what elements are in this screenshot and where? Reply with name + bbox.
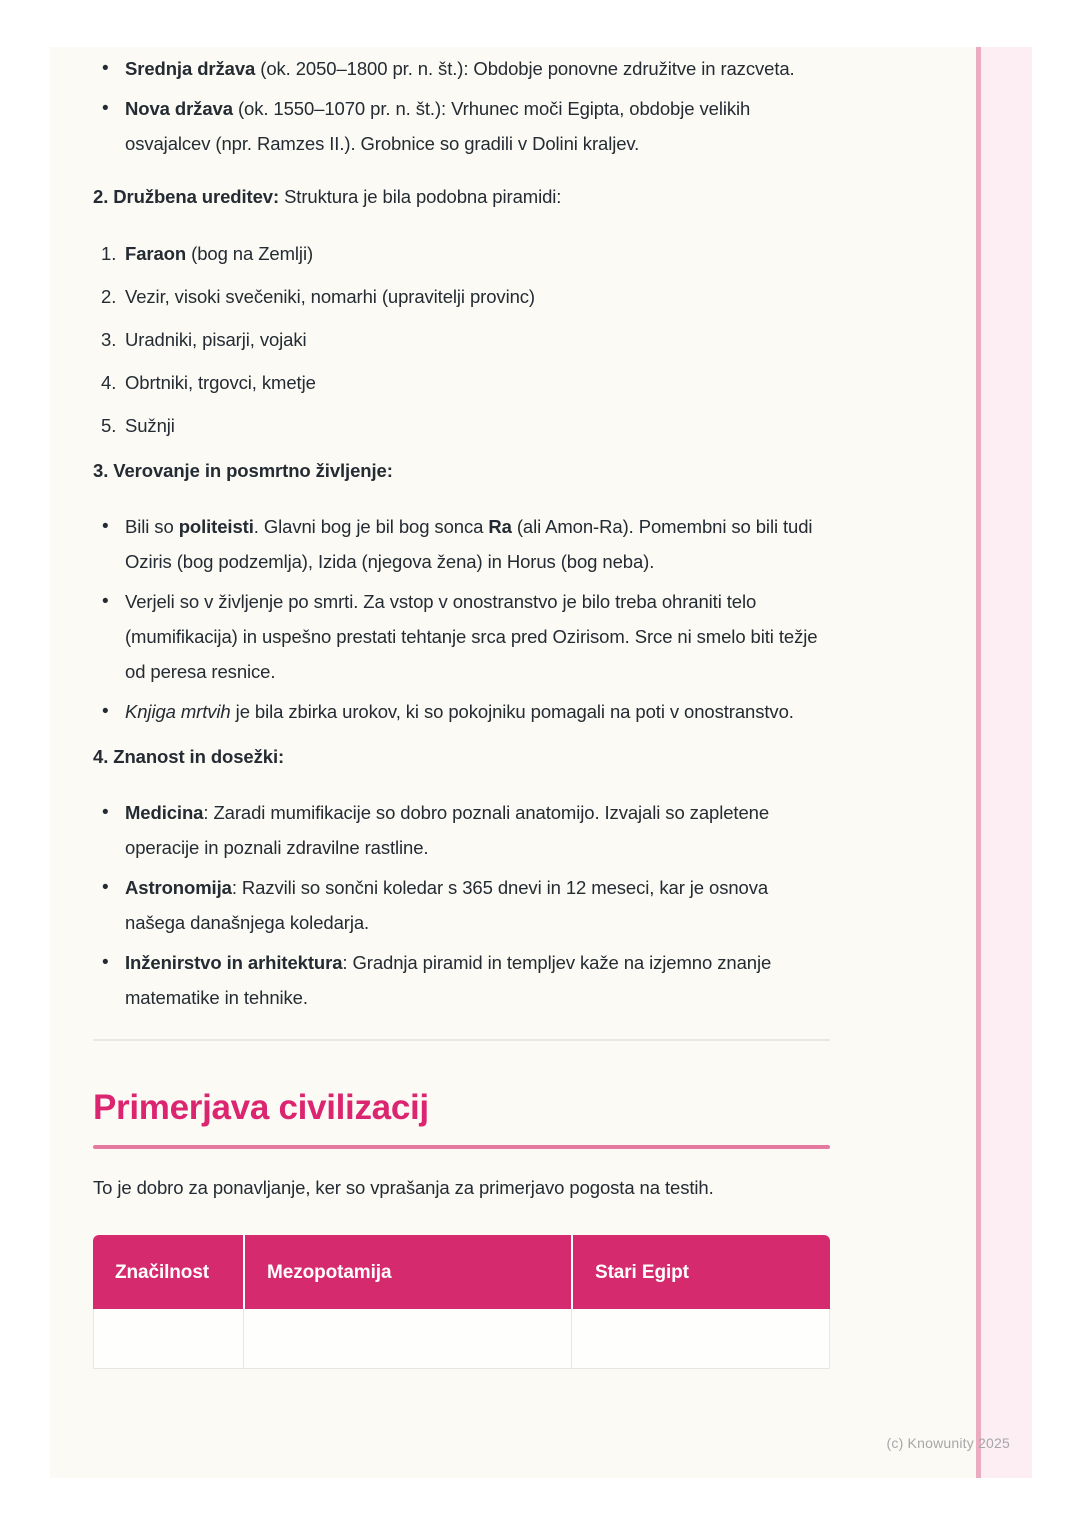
society-section-title: 2. Družbena ureditev: Struktura je bila podobna piramidi:	[93, 186, 562, 207]
science-section-title: 4. Znanost in dosežki:	[93, 746, 285, 767]
religion-item: • Verjeli so v življenje po smrti. Za vstop v onostranstvo je bilo treba ohraniti telo (mumifikacija) in uspešno prestati tehtanje srca pred Ozirisom. Srce ni smelo biti težje od peresa resnice.	[93, 584, 830, 689]
comparison-heading-underline	[93, 1145, 830, 1149]
copyright-watermark: (c) Knowunity 2025	[886, 1435, 1010, 1451]
table-header-mezopotamija: Mezopotamija	[243, 1235, 571, 1309]
table-header-znacilnost: Značilnost	[93, 1235, 243, 1309]
religion-list	[93, 509, 830, 729]
table-empty-cell	[93, 1309, 243, 1369]
period-list	[93, 51, 830, 161]
religion-item: • Knjiga mrtvih je bila zbirka urokov, ki so pokojniku pomagali na poti v onostranstvo.	[93, 694, 830, 729]
society-hierarchy-list	[93, 236, 830, 443]
comparison-table-empty-row	[93, 1309, 830, 1369]
religion-section-title: 3. Verovanje in posmrtno življenje:	[93, 460, 393, 481]
religion-item: • Bili so politeisti. Glavni bog je bil bog sonca Ra (ali Amon-Ra). Pomembni so bili tudi Oziris (bog podzemlja), Izida (njegova žena) in Horus (bog neba).	[93, 509, 830, 579]
rank-item: Vezir, visoki svečeniki, nomarhi (upravitelji provinc)	[125, 286, 535, 307]
section-divider	[93, 1039, 830, 1041]
side-panel	[981, 47, 1032, 1478]
comparison-table	[93, 1235, 830, 1369]
science-item: • Inženirstvo in arhitektura: Gradnja piramid in templjev kaže na izjemno znanje matematike in tehnike.	[93, 945, 830, 1015]
comparison-table-header-row	[93, 1235, 830, 1309]
science-item: • Medicina: Zaradi mumifikacije so dobro poznali anatomijo. Izvajali so zapletene operacije in poznali zdravilne rastline.	[93, 795, 830, 865]
science-item: • Astronomija: Razvili so sončni koledar s 365 dnevi in 12 meseci, kar je osnova našega današnjega koledarja.	[93, 870, 830, 940]
table-header-stari-egipt: Stari Egipt	[571, 1235, 830, 1309]
rank-item: Sužnji	[125, 415, 175, 436]
table-empty-cell	[243, 1309, 571, 1369]
comparison-intro: To je dobro za ponavljanje, ker so vprašanja za primerjavo pogosta na testih.	[93, 1177, 714, 1198]
rank-item: Faraon (bog na Zemlji)	[125, 243, 314, 264]
document-page	[50, 47, 976, 1478]
rank-item: Uradniki, pisarji, vojaki	[125, 329, 307, 350]
period-item: • Srednja država (ok. 2050–1800 pr. n. št.): Obdobje ponovne združitve in razcveta.	[93, 51, 830, 86]
period-item: • Nova država (ok. 1550–1070 pr. n. št.): Vrhunec moči Egipta, obdobje velikih osvajalcev (npr. Ramzes II.). Grobnice so gradili v Dolini kraljev.	[93, 91, 830, 161]
science-list	[93, 795, 830, 1015]
rank-item: Obrtniki, trgovci, kmetje	[125, 372, 316, 393]
notes-content	[93, 47, 830, 1369]
table-empty-cell	[571, 1309, 830, 1369]
comparison-heading: Primerjava civilizacij	[93, 1088, 429, 1127]
